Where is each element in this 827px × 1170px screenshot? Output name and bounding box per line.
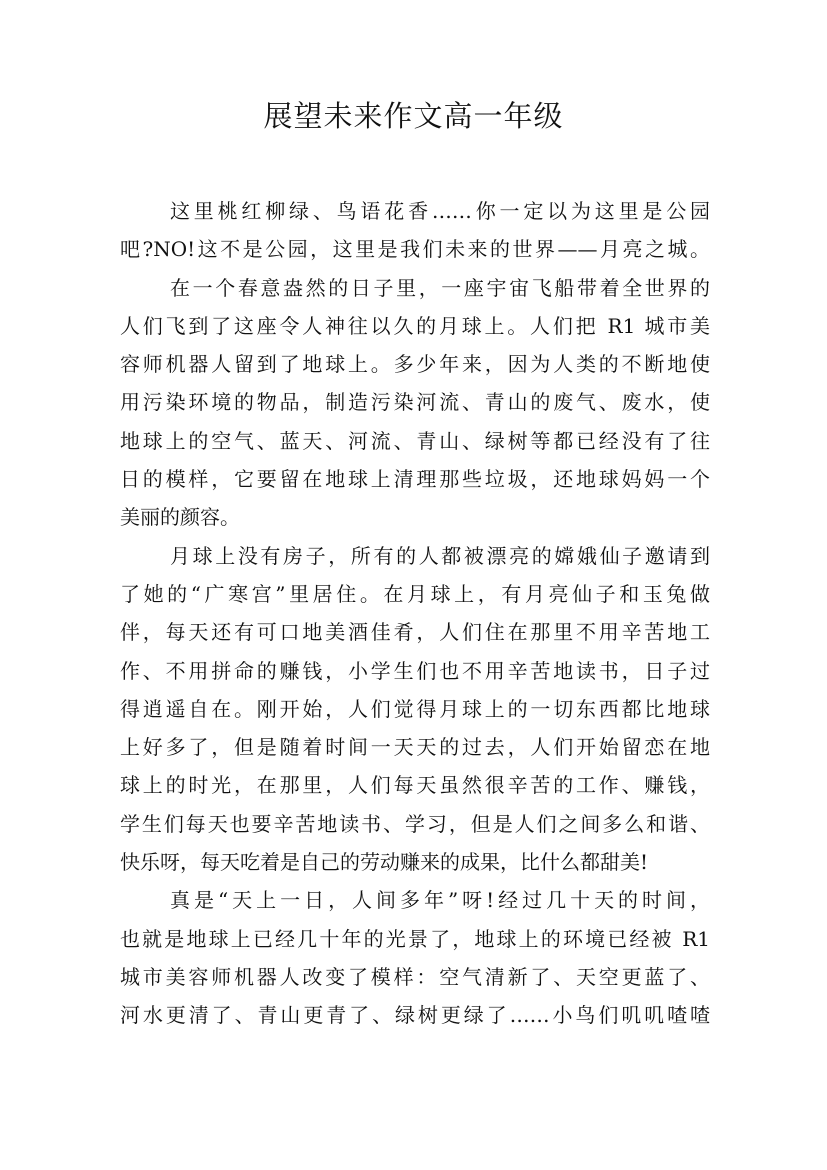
text-line: 了她的“广寒宫”里居住。在月球上，有月亮仙子和玉兔做 [120, 581, 710, 606]
text-line: 地球上的空气、蓝天、河流、青山、绿树等都已经没有了往 [120, 428, 710, 453]
text-line: 得逍遥自在。刚开始，人们觉得月球上的一切东西都比地球 [120, 696, 710, 721]
text-line: 作、不用拼命的赚钱，小学生们也不用辛苦地读书，日子过 [120, 658, 710, 683]
text-line: 伴，每天还有可口地美酒佳肴，人们住在那里不用辛苦地工 [120, 620, 710, 645]
text-line: 城市美容师机器人改变了模样：空气清新了、天空更蓝了、 [120, 964, 710, 989]
text-line: 人们飞到了这座令人神往以久的月球上。人们把 R1 城市美 [120, 313, 710, 338]
text-line: 吧?NO!这不是公园，这里是我们未来的世界——月亮之城。 [120, 237, 710, 262]
text-line: 这里桃红柳绿、鸟语花香……你一定以为这里是公园 [170, 199, 710, 223]
text-line: 上好多了，但是随着时间一天天的过去，人们开始留恋在地 [120, 735, 710, 760]
text-line: 用污染环境的物品，制造污染河流、青山的废气、废水，使 [120, 390, 710, 415]
text-line: 学生们每天也要辛苦地读书、学习，但是人们之间多么和谐、 [120, 811, 710, 836]
text-line: 容师机器人留到了地球上。多少年来，因为人类的不断地使 [120, 352, 710, 377]
text-line: 在一个春意盎然的日子里，一座宇宙飞船带着全世界的 [170, 275, 710, 300]
text-line: 真是“天上一日，人间多年”呀!经过几十天的时间， [170, 888, 710, 913]
text-line: 也就是地球上已经几十年的光景了，地球上的环境已经被 R1 [120, 926, 710, 951]
text-line: 日的模样，它要留在地球上清理那些垃圾，还地球妈妈一个 [120, 467, 710, 492]
text-line: 河水更清了、青山更青了、绿树更绿了……小鸟们叽叽喳喳 [120, 1003, 710, 1028]
text-line: 球上的时光，在那里，人们每天虽然很辛苦的工作、赚钱， [120, 773, 710, 798]
document-title: 展望未来作文高一年级 [263, 99, 564, 133]
essay-body [120, 192, 710, 1035]
text-line: 美丽的颜容。 [120, 505, 240, 530]
text-line: 月球上没有房子，所有的人都被漂亮的嫦娥仙子邀请到 [170, 543, 710, 568]
text-line: 快乐呀，每天吃着是自己的劳动赚来的成果，比什么都甜美! [120, 850, 649, 875]
